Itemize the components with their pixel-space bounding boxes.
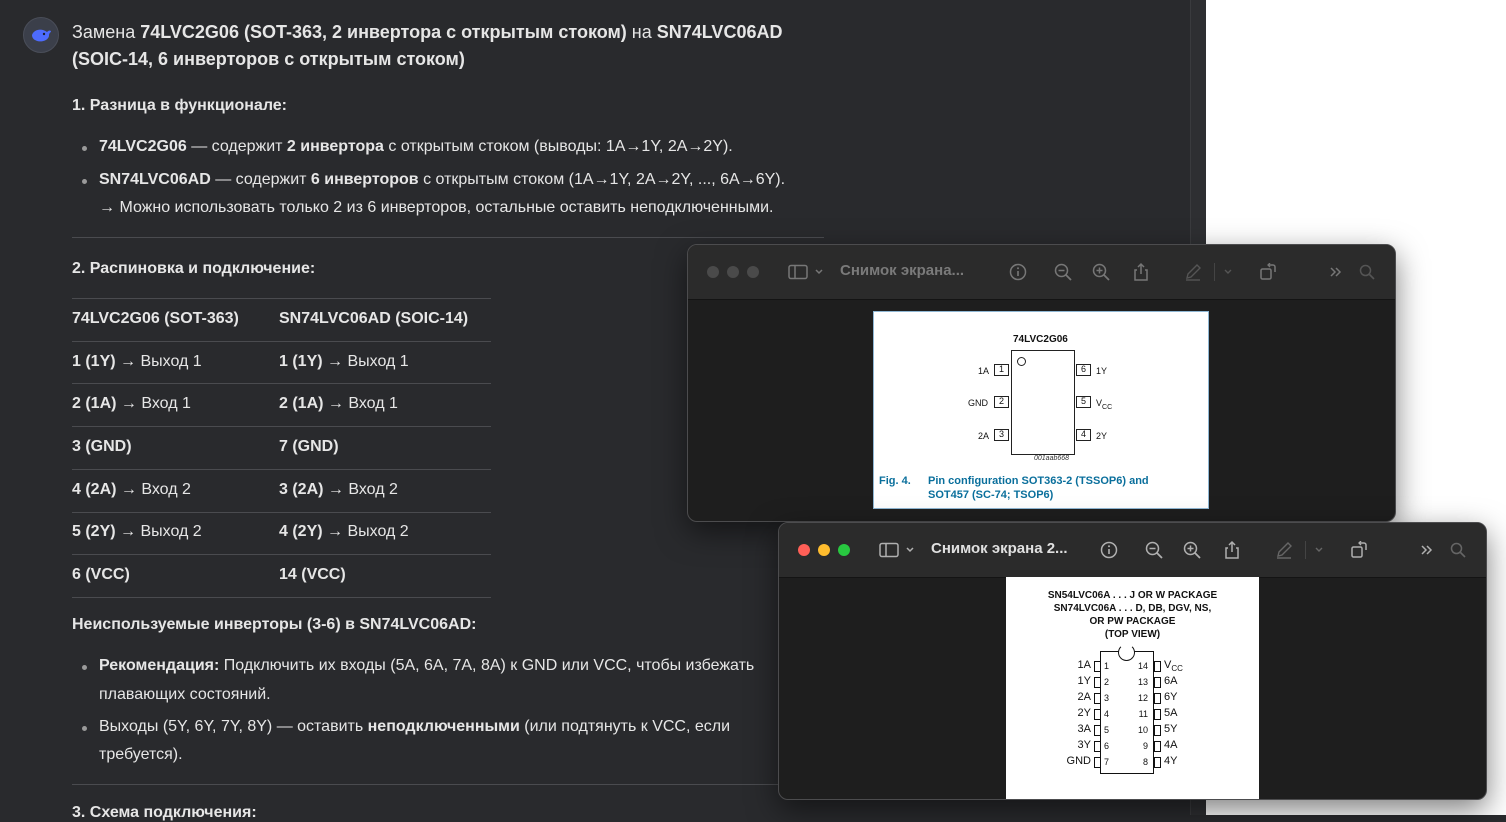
- pin-label: 2A: [1077, 691, 1091, 703]
- bullet-lvc06-note: → Можно использовать только 2 из 6 инверторов, остальные оставить неподключенными.: [99, 199, 774, 216]
- markup-button[interactable]: [1183, 262, 1203, 282]
- search-icon: [1359, 264, 1375, 280]
- table-header-sot363: 74LVC2G06 (SOT-363): [72, 310, 239, 327]
- info-icon: [1009, 263, 1027, 281]
- table-cell: 1 (1Y) → Выход 1: [72, 353, 202, 370]
- share-icon: [1223, 540, 1241, 560]
- pin-number: 3: [994, 429, 1009, 441]
- pin-label: 2Y: [1077, 707, 1091, 719]
- pin-diagram-sot363: [873, 311, 1209, 509]
- table-cell: 14 (VCC): [279, 566, 346, 583]
- sidebar-icon: [879, 542, 917, 558]
- pin-label: 6A: [1164, 675, 1178, 687]
- pin-number: 9: [1142, 741, 1148, 751]
- pin-number: 5: [1104, 725, 1110, 735]
- zoom-in-icon: [1092, 263, 1110, 281]
- divider: [72, 237, 824, 238]
- preview-window-1[interactable]: [687, 244, 1396, 522]
- table-row-border: [72, 512, 491, 513]
- table-cell: 7 (GND): [279, 438, 339, 455]
- table-top-border: [72, 298, 491, 299]
- pin-label: 5Y: [1164, 723, 1178, 735]
- pin-label: 4A: [1164, 739, 1178, 751]
- package-header-line: (TOP VIEW): [1104, 629, 1161, 640]
- figure-label: Fig. 4.: [879, 475, 911, 487]
- pin-diagram-soic14: [1006, 577, 1259, 799]
- package-header-line: OR PW PACKAGE: [1089, 616, 1176, 627]
- table-row-border: [72, 426, 491, 427]
- minimize-button[interactable]: [727, 266, 739, 278]
- info-icon: [1100, 541, 1118, 559]
- table-cell: 5 (2Y) → Выход 2: [72, 523, 202, 540]
- bullet-recommendation: Рекомендация: Подключить их входы (5A, 6A, 7A, 8A) к GND или VCC, чтобы избежать: [99, 657, 755, 674]
- table-row-border: [72, 554, 491, 555]
- markup-menu-button[interactable]: [1309, 540, 1329, 560]
- pin-number: 3: [1104, 693, 1110, 703]
- rotate-icon: [1350, 541, 1368, 559]
- pin-number: 4: [1076, 429, 1091, 441]
- pin-number: 6: [1104, 741, 1110, 751]
- preview-2-toolbar: [779, 523, 1486, 578]
- share-button[interactable]: [1131, 262, 1151, 282]
- pin-number: 4: [1104, 709, 1110, 719]
- pin-label: GND: [968, 398, 988, 408]
- pin1-notch: [1118, 644, 1135, 661]
- rotate-button[interactable]: [1349, 540, 1369, 560]
- minimize-button[interactable]: [818, 544, 830, 556]
- figure-caption-line1: Pin configuration SOT363-2 (TSSOP6) and: [928, 475, 1149, 487]
- divider: [72, 784, 824, 785]
- pin-label: 3Y: [1077, 739, 1091, 751]
- table-cell: 1 (1Y) → Выход 1: [279, 353, 409, 370]
- table-cell: 3 (2A) → Вход 2: [279, 481, 398, 498]
- package-header-line: SN54LVC06A . . . J OR W PACKAGE: [1047, 590, 1218, 601]
- bullet-outputs: Выходы (5Y, 6Y, 7Y, 8Y) — оставить неподключенными (или подтянуть к VCC, если: [99, 718, 731, 735]
- pin1-marker: [1017, 357, 1026, 366]
- chevron-double-right-icon: [1420, 544, 1434, 556]
- rotate-icon: [1259, 263, 1277, 281]
- pin-number: 13: [1137, 677, 1148, 687]
- pin-number: 14: [1137, 661, 1148, 671]
- zoom-out-icon: [1054, 263, 1072, 281]
- pin-number: 10: [1137, 725, 1148, 735]
- sidebar-toggle-button[interactable]: [788, 262, 826, 282]
- preview-window-2[interactable]: [778, 522, 1487, 800]
- search-button[interactable]: [1448, 540, 1468, 560]
- table-cell: 2 (1A) → Вход 1: [279, 395, 398, 412]
- assistant-avatar: [23, 17, 59, 53]
- pin-label: 4Y: [1164, 755, 1178, 767]
- close-button[interactable]: [798, 544, 810, 556]
- zoom-button[interactable]: [747, 266, 759, 278]
- pin-label-vcc: $V_{CC}$: [1164, 659, 1183, 674]
- sidebar-icon: [788, 264, 826, 280]
- markup-button[interactable]: [1274, 540, 1294, 560]
- preview-1-title: Снимок экрана...: [840, 262, 965, 279]
- pin-number: 7: [1104, 757, 1110, 767]
- chip-name-label: 74LVC2G06: [1013, 334, 1068, 345]
- pin-number: 11: [1138, 709, 1148, 719]
- pin-label: 5A: [1164, 707, 1178, 719]
- table-cell: 2 (1A) → Вход 1: [72, 395, 191, 412]
- pin-label: 2A: [978, 431, 990, 441]
- bullet-2g06: 74LVC2G06 — содержит 2 инвертора с открытым стоком (выводы: 1A→1Y, 2A→2Y).: [99, 138, 733, 155]
- share-button[interactable]: [1222, 540, 1242, 560]
- info-button[interactable]: [1008, 262, 1028, 282]
- chevron-double-right-icon: [1329, 266, 1343, 278]
- figure-caption-line2: SOT457 (SC-74; TSOP6): [928, 489, 1054, 501]
- bullet-dot: [82, 665, 87, 670]
- zoom-in-button[interactable]: [1182, 540, 1202, 560]
- section-heading-3: 3. Схема подключения:: [72, 804, 257, 821]
- close-button[interactable]: [707, 266, 719, 278]
- pin-label: 1Y: [1077, 675, 1091, 687]
- pen-icon: [1184, 263, 1202, 281]
- more-button[interactable]: [1326, 262, 1346, 282]
- message-title-line2: (SOIC-14, 6 инверторов с открытым стоком): [72, 49, 465, 69]
- table-cell: 4 (2A) → Вход 2: [72, 481, 191, 498]
- section-heading-1: 1. Разница в функционале:: [72, 97, 287, 114]
- search-button[interactable]: [1357, 262, 1377, 282]
- table-cell: 4 (2Y) → Выход 2: [279, 523, 409, 540]
- pin-number: 8: [1142, 757, 1148, 767]
- bullet-outputs-line2: требуется).: [99, 746, 183, 763]
- pin-number: 1: [994, 364, 1009, 376]
- chevron-down-icon: [1223, 268, 1233, 276]
- pin-label: 1Y: [1096, 366, 1108, 376]
- search-icon: [1450, 542, 1466, 558]
- more-button[interactable]: [1417, 540, 1437, 560]
- unused-heading: Неиспользуемые инверторы (3-6) в SN74LVC06AD:: [72, 616, 477, 633]
- preview-2-title: Снимок экрана 2...: [931, 540, 1068, 557]
- pin-label: GND: [1066, 755, 1091, 767]
- pin-label: 6Y: [1164, 691, 1178, 703]
- zoom-in-icon: [1183, 541, 1201, 559]
- table-bottom-border: [72, 597, 491, 598]
- pin-label: 1A: [978, 366, 990, 376]
- toolbar-separator: [1214, 263, 1215, 281]
- zoom-out-button[interactable]: [1053, 262, 1073, 282]
- pin-number: 2: [1104, 677, 1110, 687]
- drawing-code: 001aab668: [1034, 455, 1070, 462]
- pin-label: 3A: [1077, 723, 1091, 735]
- sidebar-toggle-button[interactable]: [879, 540, 917, 560]
- table-header-soic14: SN74LVC06AD (SOIC-14): [279, 310, 469, 327]
- toolbar-separator: [1305, 541, 1306, 559]
- zoom-in-button[interactable]: [1091, 262, 1111, 282]
- table-cell: 6 (VCC): [72, 566, 130, 583]
- bullet-dot: [82, 726, 87, 731]
- pin-number: 5: [1076, 396, 1091, 408]
- zoom-out-icon: [1145, 541, 1163, 559]
- rotate-button[interactable]: [1258, 262, 1278, 282]
- table-row-border: [72, 341, 491, 342]
- markup-menu-button[interactable]: [1218, 262, 1238, 282]
- zoom-button[interactable]: [838, 544, 850, 556]
- pin-label-vcc: $V_{CC}$: [1096, 398, 1113, 411]
- table-row-border: [72, 383, 491, 384]
- bullet-recommendation-line2: плавающих состояний.: [99, 686, 271, 703]
- pin-number: 6: [1076, 364, 1091, 376]
- pin-label: 2Y: [1096, 431, 1108, 441]
- whale-logo-icon: [30, 26, 52, 44]
- zoom-out-button[interactable]: [1144, 540, 1164, 560]
- section-heading-2: 2. Распиновка и подключение:: [72, 260, 316, 277]
- table-row-border: [72, 469, 491, 470]
- pin-number: 2: [994, 396, 1009, 408]
- pen-icon: [1275, 541, 1293, 559]
- info-button[interactable]: [1099, 540, 1119, 560]
- pin-number: 12: [1137, 693, 1148, 703]
- share-icon: [1132, 262, 1150, 282]
- message-title-line1: Замена 74LVC2G06 (SOT-363, 2 инвертора с открытым стоком) на SN74LVC06AD: [72, 22, 783, 42]
- pin-label: 1A: [1077, 659, 1091, 671]
- table-cell: 3 (GND): [72, 438, 132, 455]
- bullet-dot: [82, 179, 87, 184]
- pin-number: 1: [1104, 661, 1110, 671]
- preview-1-toolbar: [688, 245, 1395, 300]
- bullet-lvc06: SN74LVC06AD — содержит 6 инверторов с открытым стоком (1A→1Y, 2A→2Y, ..., 6A→6Y).: [99, 171, 786, 188]
- bullet-dot: [82, 146, 87, 151]
- chevron-down-icon: [1314, 546, 1324, 554]
- package-header-line: SN74LVC06A . . . D, DB, DGV, NS,: [1053, 603, 1212, 614]
